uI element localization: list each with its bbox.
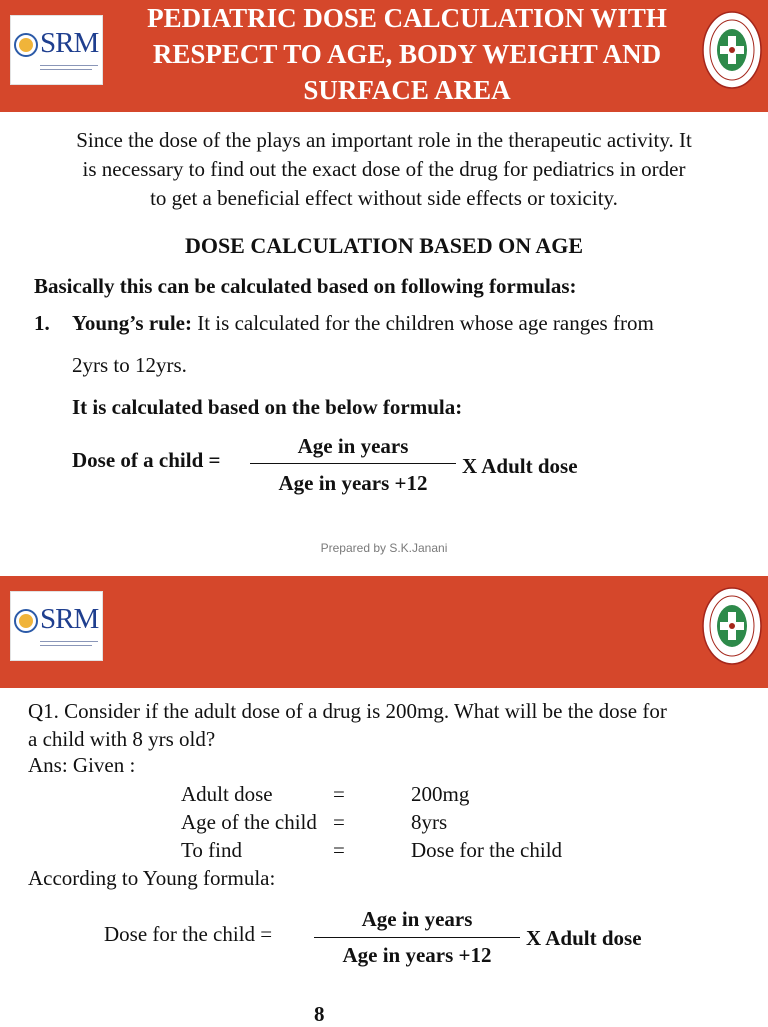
rule-text: Young’s rule: It is calculated for the children whose age ranges from [72,311,654,335]
answer-label: Ans: Given : [28,753,136,777]
given-row: To find = Dose for the child [181,838,563,862]
srm-emblem-icon [14,33,38,57]
formula-numerator: Age in years [297,434,409,458]
slide-title: PEDIATRIC DOSE CALCULATION WITH RESPECT TO AGE, BODY WEIGHT AND SURFACE AREA [147,3,667,105]
section-title: DOSE CALCULATION BASED ON AGE [184,233,584,258]
header-band [0,576,768,688]
logo-text: SRM [40,27,99,59]
formula-tail: X Adult dose [526,926,642,950]
srm-logo [10,591,103,661]
college-seal-icon [702,10,762,90]
footer-credit: Prepared by S.K.Janani [320,541,448,555]
calculation-numerator: 8 [314,1002,325,1026]
subtitle: Basically this can be calculated based on following formulas: [34,274,577,298]
formula-denominator: Age in years +12 [342,943,492,967]
formula-intro: It is calculated based on the below formula: [72,395,463,419]
item-number: 1. [34,311,50,335]
formula-denominator: Age in years +12 [278,471,428,495]
according-text: According to Young formula: [28,866,276,890]
srm-logo [10,15,103,85]
srm-emblem-icon [14,609,38,633]
formula-label: Dose for the child = [104,922,273,946]
formula-numerator: Age in years [361,907,473,931]
fraction-bar [250,463,456,464]
given-row: Age of the child = 8yrs [181,810,448,834]
fraction-bar [314,937,520,938]
header-band [0,0,768,112]
rule-text-continued: 2yrs to 12yrs. [72,353,187,377]
question: Q1. Consider if the adult dose of a drug is 200mg. What will be the dose for a child with 8 yrs old? [28,699,667,751]
formula-label: Dose of a child = [72,448,221,472]
logo-text: SRM [40,603,99,635]
college-seal-icon [702,586,762,666]
given-row: Adult dose = 200mg [181,782,470,806]
formula-tail: X Adult dose [462,454,578,478]
intro-paragraph: Since the dose of the plays an important role in the therapeutic activity. It is necessary to find out the exact dose of the drug for pediatrics in order to get a beneficial effect without side effects or toxicity. [76,128,692,210]
